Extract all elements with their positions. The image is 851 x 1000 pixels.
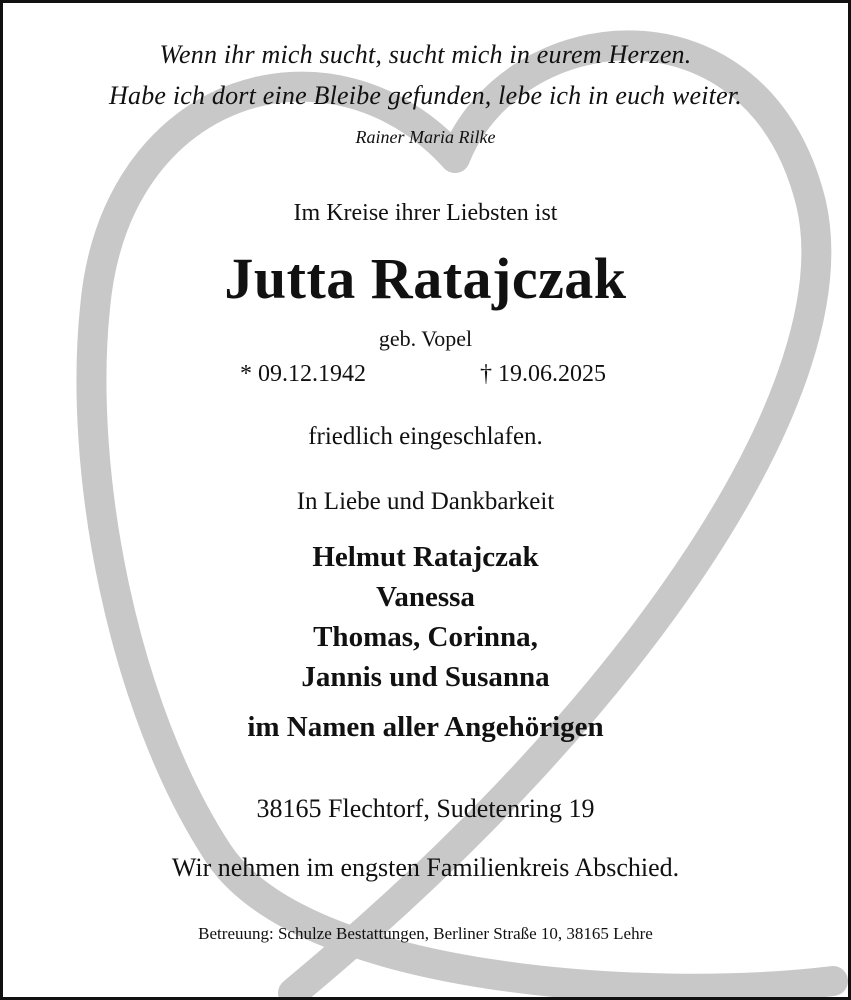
family-member: Helmut Ratajczak [312, 541, 539, 573]
birth-date: * 09.12.1942 [240, 361, 366, 387]
on-behalf-text: im Namen aller Angehörigen [247, 711, 604, 743]
family-member: Jannis und Susanna [301, 661, 550, 693]
farewell-text: Wir nehmen im engsten Familienkreis Abschied. [171, 853, 680, 882]
quote-author: Rainer Maria Rilke [355, 127, 496, 147]
funeral-home: Betreuung: Schulze Bestattungen, Berliner Straße 10, 38165 Lehre [198, 924, 653, 943]
deceased-name: Jutta Ratajczak [224, 246, 627, 311]
quote-line-1: Wenn ihr mich sucht, sucht mich in eurem Herzen. [159, 40, 692, 69]
birth-name: geb. Vopel [378, 326, 473, 351]
family-member: Vanessa [376, 581, 475, 613]
family-member: Thomas, Corinna, [313, 621, 538, 653]
passing-text: friedlich eingeschlafen. [308, 423, 543, 450]
intro-text: Im Kreise ihrer Liebsten ist [293, 200, 558, 226]
address: 38165 Flechtorf, Sudetenring 19 [256, 794, 595, 823]
quote-line-2: Habe ich dort eine Bleibe gefunden, lebe ich in euch weiter. [109, 81, 742, 110]
death-date: † 19.06.2025 [480, 361, 606, 387]
gratitude-text: In Liebe und Dankbarkeit [296, 488, 555, 515]
